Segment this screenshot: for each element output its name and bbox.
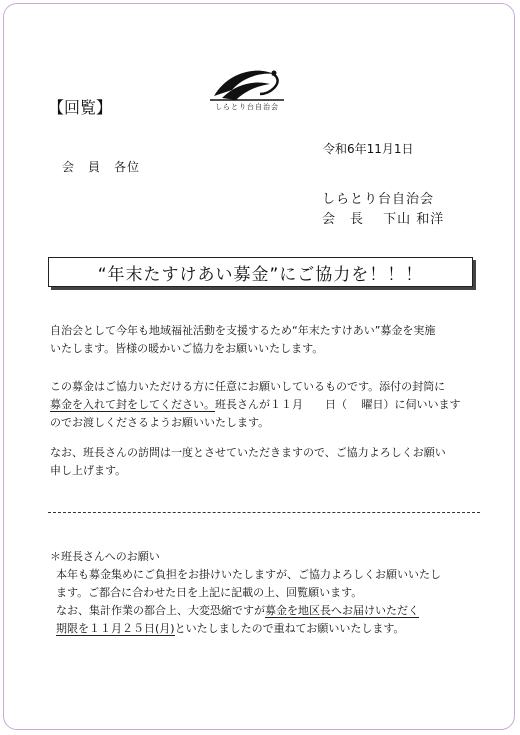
sender-organization: しらとり台自治会 xyxy=(322,192,435,207)
notes-line xyxy=(56,602,476,620)
paragraph-intro xyxy=(50,322,480,358)
crane-logo-icon xyxy=(208,66,286,104)
underlined-text: 募金を地区長へお届けいただく xyxy=(265,604,419,617)
notes-line: ます。ご都合に合わせた日を上記に記載の上、回覧願います。 xyxy=(56,586,363,599)
paragraph-line: この募金はご協力いただける方に任意にお願いしているものです。添付の封筒に xyxy=(50,380,446,393)
circular-label: 【回覧】 xyxy=(48,98,113,117)
association-logo xyxy=(208,66,286,118)
paragraph-line: いたします。皆様の暖かいご協力をお願いいたします。 xyxy=(50,342,324,355)
paragraph-line: 申し上げます。 xyxy=(50,464,127,477)
paragraph-line xyxy=(50,396,480,414)
notes-text: なお、集計作業の都合上、大変恐縮ですが xyxy=(56,604,265,617)
notes-line: 本年も募金集めにご負担をお掛けいたしますが、ご協力よろしくお願いいたし xyxy=(56,568,441,581)
addressee: 会 員 各位 xyxy=(62,160,141,174)
paragraph-collection xyxy=(50,378,480,432)
deadline-text: 期限を１１月２５日(月) xyxy=(56,622,175,635)
leader-notes xyxy=(50,548,476,638)
logo-caption: しらとり台自治会 xyxy=(215,103,279,111)
dashed-divider xyxy=(48,512,480,513)
paragraph-note xyxy=(50,444,480,480)
notes-line xyxy=(56,620,476,638)
notes-heading: ＊班長さんへのお願い xyxy=(50,550,160,563)
paragraph-line: 自治会として今年も地域福祉活動を支援するため“年末たすけあい”募金を実施 xyxy=(50,324,436,337)
sender-name: 会 長 下山 和洋 xyxy=(322,212,445,227)
notes-text: といたしましたので重ねてお願いいたします。 xyxy=(174,622,405,635)
underlined-text: 募金を入れて封をしてください。 xyxy=(50,398,215,411)
paragraph-line: なお、班長さんの訪問は一度とさせていただきますので、ご協力よろしくお願い xyxy=(50,446,446,459)
visit-date-text: 班長さんが１１月 日（ 曜日）に伺いいます xyxy=(215,398,461,411)
title-banner xyxy=(48,257,473,287)
document-date: 令和6年11月1日 xyxy=(323,142,414,156)
paragraph-line: のでお渡しくださるようお願いいたします。 xyxy=(50,416,270,429)
page-title: “年末たすけあい募金”にご協力を！！！ xyxy=(97,264,424,285)
